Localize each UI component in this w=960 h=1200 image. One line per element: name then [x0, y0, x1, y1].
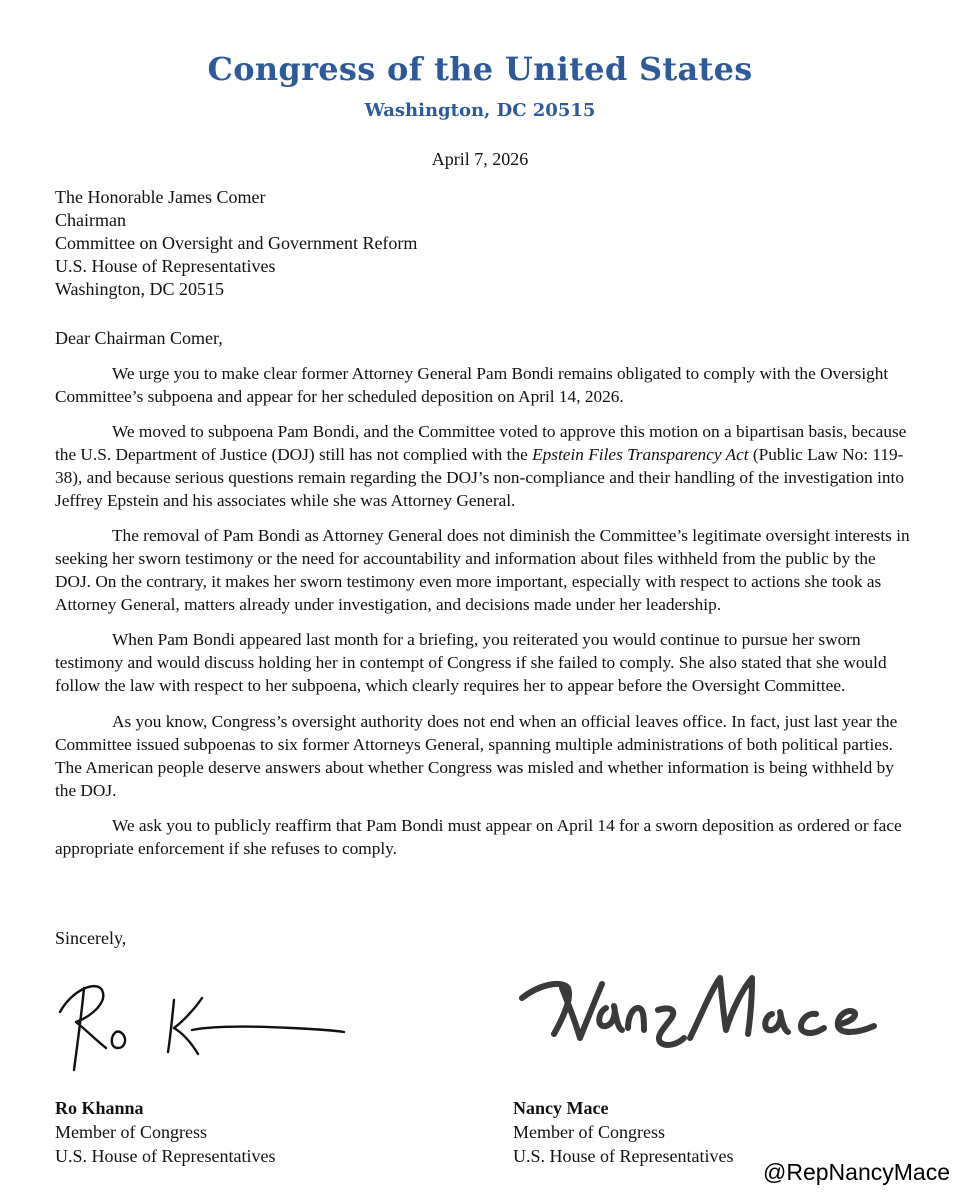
recipient-line: U.S. House of Representatives	[55, 256, 276, 276]
letter-date: April 7, 2026	[431, 149, 529, 169]
paragraph	[55, 420, 913, 512]
signatory-org: U.S. House of Representatives	[55, 1146, 276, 1166]
signature-nancy-mace	[510, 958, 890, 1058]
signatory-org: U.S. House of Representatives	[513, 1146, 734, 1166]
signatory-title: Member of Congress	[55, 1122, 207, 1142]
recipient-line: Committee on Oversight and Government Reform	[55, 233, 418, 253]
recipient-line: The Honorable James Comer	[55, 187, 266, 207]
signature-ro-khanna	[52, 970, 352, 1080]
signatory-name: Nancy Mace	[513, 1098, 609, 1118]
closing: Sincerely,	[55, 928, 127, 948]
signatory-name: Ro Khanna	[55, 1098, 144, 1118]
recipient-line: Washington, DC 20515	[55, 279, 225, 299]
paragraph: The removal of Pam Bondi as Attorney General does not diminish the Committee’s legitimate oversight interests in seeking her sworn testimony or the need for accountability and information about files withheld from the public by the DOJ. On the contrary, it makes her sworn testimony even more important, especially with respect to actions she took as Attorney General, matters already under investigation, and decisions made under her leadership.	[55, 526, 910, 614]
paragraph: When Pam Bondi appeared last month for a briefing, you reiterated you would continue to pursue her sworn testimony and would discuss holding her in contempt of Congress if she failed to comply. She also stated that she would follow the law with respect to her subpoena, which clearly requires her to appear before the Oversight Committee.	[55, 630, 887, 695]
letterhead-title: Congress of the United States	[207, 50, 753, 88]
paragraph: As you know, Congress’s oversight authority does not end when an official leaves office. In fact, just last year the Committee issued subpoenas to six former Attorneys General, spanning multiple administrations of both political parties. The American people deserve answers about whether Congress was misled and whether information is being withheld by the DOJ.	[55, 712, 898, 800]
letterhead-subtitle: Washington, DC 20515	[364, 100, 596, 121]
paragraph-text: (Public Law No: 119-38), and because serious questions remain regarding the DOJ’s non-compliance and their handling of the investigation into Jeffrey Epstein and his associates while she was Attorney General.	[55, 445, 904, 510]
letter-body	[55, 362, 913, 872]
paragraph: We ask you to publicly reaffirm that Pam Bondi must appear on April 14 for a sworn deposition as ordered or face appropriate enforcement if she refuses to comply.	[55, 816, 902, 858]
recipient-address	[55, 186, 417, 301]
signatory-block	[55, 1096, 275, 1168]
social-handle-watermark: @RepNancyMace	[757, 1157, 956, 1188]
salutation: Dear Chairman Comer,	[55, 328, 223, 348]
signatory-title: Member of Congress	[513, 1122, 665, 1142]
signatory-block	[513, 1096, 733, 1168]
paragraph: We urge you to make clear former Attorney General Pam Bondi remains obligated to comply with the Oversight Committee’s subpoena and appear for her scheduled deposition on April 14, 2026.	[55, 364, 889, 406]
recipient-line: Chairman	[55, 210, 126, 230]
paragraph-text: We moved to subpoena Pam Bondi, and the Committee voted to approve this motion on a bipartisan basis, because the U.S. Department of Justice (DOJ) still has not complied with the	[55, 422, 907, 464]
act-name: Epstein Files Transparency Act	[532, 445, 749, 464]
